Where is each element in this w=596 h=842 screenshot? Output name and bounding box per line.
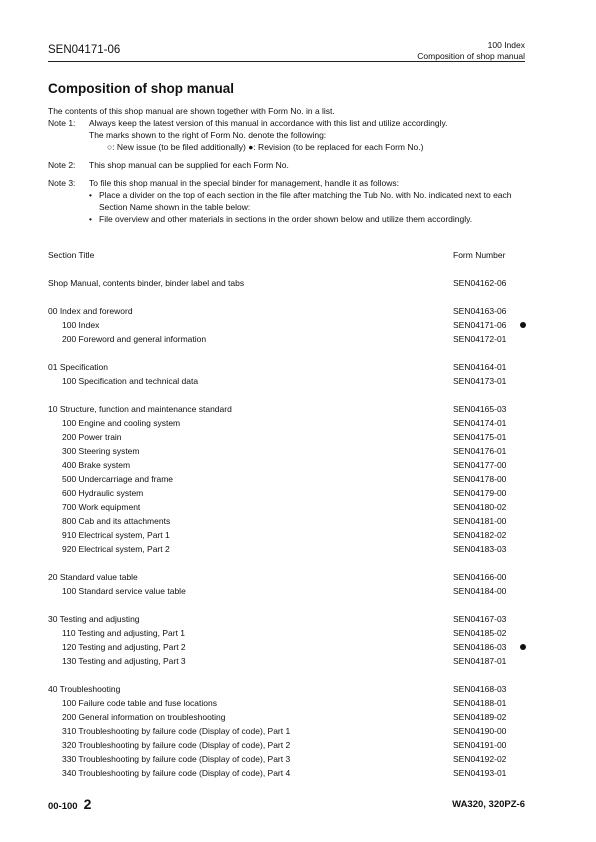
toc-leader	[48, 444, 451, 458]
toc-entry-title: 120 Testing and adjusting, Part 2	[62, 642, 186, 652]
toc-entry-title: 800 Cab and its attachments	[62, 516, 171, 526]
toc-form-number: SEN04176-01	[453, 446, 507, 456]
toc-leader	[48, 640, 451, 654]
intro-block	[48, 105, 528, 225]
toc-entry-title: 300 Steering system	[62, 446, 140, 456]
toc-form-number: SEN04193-01	[453, 768, 507, 778]
toc-form-number: SEN04187-01	[453, 656, 507, 666]
note-3-bullet-2-text: File overview and other materials in sections in the order shown below and utilize them accordingly.	[99, 214, 473, 224]
toc-form-number: SEN04168-03	[453, 684, 507, 694]
toc-entry-title: 100 Index	[62, 320, 100, 330]
note-1-text: Always keep the latest version of this manual in accordance with this list and utilize accordingly.	[89, 118, 448, 128]
section-spacer	[48, 346, 526, 360]
toc-form-number: SEN04163-06	[453, 306, 507, 316]
toc-leader	[48, 472, 451, 486]
toc-form-number: SEN04182-02	[453, 530, 507, 540]
toc-subsection-row	[48, 584, 526, 598]
toc-subsection-row	[48, 500, 526, 514]
toc-form-number: SEN04180-02	[453, 502, 507, 512]
toc-entry-title: 500 Undercarriage and frame	[62, 474, 174, 484]
toc-leader	[48, 542, 451, 556]
toc-subsection-row	[48, 640, 526, 654]
section-spacer	[48, 668, 526, 682]
toc-leader	[48, 430, 451, 444]
toc-form-number: SEN04166-00	[453, 572, 507, 582]
note-3-bullet-1	[89, 189, 528, 213]
toc-subsection-row	[48, 724, 526, 738]
toc-entry-title: 910 Electrical system, Part 1	[62, 530, 170, 540]
toc-leader	[48, 654, 451, 668]
toc-subsection-row	[48, 696, 526, 710]
toc-entry-title: 20 Standard value table	[48, 572, 138, 582]
toc-leader	[48, 304, 451, 318]
toc-entry-title: 40 Troubleshooting	[48, 684, 121, 694]
toc-subsection-row	[48, 374, 526, 388]
note-3-text: To file this shop manual in the special binder for management, handle it as follows:	[89, 178, 399, 188]
toc-leader	[48, 584, 451, 598]
toc-form-number: SEN04188-01	[453, 698, 507, 708]
contents-table	[48, 276, 526, 780]
toc-entry-title: 200 Power train	[62, 432, 122, 442]
toc-leader	[48, 528, 451, 542]
toc-form-number: SEN04190-00	[453, 726, 507, 736]
toc-entry-title: 10 Structure, function and maintenance standard	[48, 404, 232, 414]
revision-mark-icon	[520, 644, 526, 650]
toc-form-number: SEN04189-02	[453, 712, 507, 722]
toc-leader	[48, 318, 451, 332]
toc-section-row	[48, 682, 526, 696]
intro-paragraph: The contents of this shop manual are shown together with Form No. in a list.	[48, 106, 335, 116]
toc-entry-title: 320 Troubleshooting by failure code (Display of code), Part 2	[62, 740, 291, 750]
toc-form-number: SEN04171-06	[453, 320, 507, 330]
page-number	[48, 796, 91, 812]
toc-leader	[48, 738, 451, 752]
toc-leader	[48, 696, 451, 710]
toc-leader	[48, 500, 451, 514]
toc-section-row	[48, 402, 526, 416]
toc-leader	[48, 514, 451, 528]
toc-subsection-row	[48, 486, 526, 500]
toc-form-number: SEN04167-03	[453, 614, 507, 624]
toc-entry-title: 00 Index and foreword	[48, 306, 133, 316]
toc-leader	[48, 402, 451, 416]
toc-form-number: SEN04172-01	[453, 334, 507, 344]
toc-leader	[48, 724, 451, 738]
toc-form-number: SEN04164-01	[453, 362, 507, 372]
note-1-text-2: The marks shown to the right of Form No. denote the following:	[89, 130, 327, 140]
toc-subsection-row	[48, 430, 526, 444]
toc-leader	[48, 766, 451, 780]
toc-entry-title: 330 Troubleshooting by failure code (Display of code), Part 3	[62, 754, 291, 764]
toc-entry-title: 01 Specification	[48, 362, 109, 372]
toc-subsection-row	[48, 318, 526, 332]
toc-form-number: SEN04181-00	[453, 516, 507, 526]
toc-entry-title: Shop Manual, contents binder, binder label and tabs	[48, 278, 245, 288]
toc-subsection-row	[48, 626, 526, 640]
column-header-section-title: Section Title	[48, 250, 95, 260]
toc-leader	[48, 626, 451, 640]
toc-subsection-row	[48, 444, 526, 458]
toc-form-number: SEN04178-00	[453, 474, 507, 484]
toc-leader	[48, 416, 451, 430]
toc-section-row	[48, 612, 526, 626]
note-2	[48, 159, 528, 171]
toc-subsection-row	[48, 416, 526, 430]
page-title: Composition of shop manual	[48, 81, 234, 96]
toc-leader	[48, 710, 451, 724]
page-num: 2	[83, 796, 92, 812]
note-1-marks-legend: ○: New issue (to be filed additionally) ●: Revision (to be replaced for each Form No.)	[107, 142, 424, 152]
section-header	[417, 40, 525, 62]
toc-subsection-row	[48, 542, 526, 556]
toc-subsection-row	[48, 738, 526, 752]
note-2-label: Note 2:	[48, 160, 76, 170]
column-header-form-number: Form Number	[453, 250, 506, 260]
toc-entry-title: 100 Standard service value table	[62, 586, 186, 596]
revision-mark-icon	[520, 322, 526, 328]
section-header-line1: 100 Index	[487, 40, 525, 50]
toc-leader	[48, 332, 451, 346]
toc-section-row	[48, 570, 526, 584]
toc-form-number: SEN04191-00	[453, 740, 507, 750]
toc-entry-title: 100 Failure code table and fuse locations	[62, 698, 217, 708]
toc-leader	[48, 276, 451, 290]
note-1	[48, 117, 528, 153]
toc-subsection-row	[48, 472, 526, 486]
toc-subsection-row	[48, 514, 526, 528]
toc-form-number: SEN04165-03	[453, 404, 507, 414]
toc-form-number: SEN04179-00	[453, 488, 507, 498]
note-2-text: This shop manual can be supplied for each Form No.	[89, 160, 289, 170]
toc-entry-title: 310 Troubleshooting by failure code (Display of code), Part 1	[62, 726, 291, 736]
toc-entry-title: 200 Foreword and general information	[62, 334, 207, 344]
note-3-label: Note 3:	[48, 178, 76, 188]
toc-entry-title: 400 Brake system	[62, 460, 131, 470]
bullet-icon: •	[89, 190, 92, 200]
toc-form-number: SEN04183-03	[453, 544, 507, 554]
toc-form-number: SEN04174-01	[453, 418, 507, 428]
toc-leader	[48, 486, 451, 500]
toc-form-number: SEN04162-06	[453, 278, 507, 288]
toc-entry-title: 200 General information on troubleshooting	[62, 712, 226, 722]
section-spacer	[48, 598, 526, 612]
note-1-label: Note 1:	[48, 118, 76, 128]
toc-leader	[48, 360, 451, 374]
toc-form-number: SEN04175-01	[453, 432, 507, 442]
note-3-bullet-1-text: Place a divider on the top of each section in the file after matching the Tub No. with No. indicated next to each Section Name shown in the table below:	[99, 190, 512, 212]
toc-form-number: SEN04192-02	[453, 754, 507, 764]
toc-form-number: SEN04184-00	[453, 586, 507, 596]
toc-entry-title: 130 Testing and adjusting, Part 3	[62, 656, 186, 666]
toc-leader	[48, 682, 451, 696]
toc-form-number: SEN04186-03	[453, 642, 507, 652]
document-id: SEN04171-06	[48, 44, 121, 56]
toc-leader	[48, 458, 451, 472]
toc-subsection-row	[48, 766, 526, 780]
toc-leader	[48, 752, 451, 766]
page-code: 00-100	[48, 801, 78, 812]
toc-entry-title: 110 Testing and adjusting, Part 1	[62, 628, 186, 638]
toc-form-number: SEN04177-00	[453, 460, 507, 470]
toc-subsection-row	[48, 752, 526, 766]
toc-form-number: SEN04185-02	[453, 628, 507, 638]
toc-section-row	[48, 304, 526, 318]
toc-leader	[48, 570, 451, 584]
toc-section-row	[48, 276, 526, 290]
bullet-icon: •	[89, 214, 92, 224]
toc-entry-title: 100 Specification and technical data	[62, 376, 199, 386]
section-spacer	[48, 388, 526, 402]
toc-entry-title: 600 Hydraulic system	[62, 488, 144, 498]
toc-form-number: SEN04173-01	[453, 376, 507, 386]
toc-section-row	[48, 360, 526, 374]
toc-subsection-row	[48, 654, 526, 668]
toc-subsection-row	[48, 528, 526, 542]
toc-entry-title: 700 Work equipment	[62, 502, 141, 512]
section-header-line2: Composition of shop manual	[417, 51, 525, 61]
header-divider	[48, 61, 525, 62]
toc-entry-title: 100 Engine and cooling system	[62, 418, 181, 428]
section-spacer	[48, 556, 526, 570]
toc-subsection-row	[48, 458, 526, 472]
note-3	[48, 177, 528, 225]
toc-entry-title: 340 Troubleshooting by failure code (Display of code), Part 4	[62, 768, 291, 778]
machine-model: WA320, 320PZ-6	[452, 799, 525, 810]
toc-entry-title: 920 Electrical system, Part 2	[62, 544, 170, 554]
toc-leader	[48, 374, 451, 388]
toc-leader	[48, 612, 451, 626]
toc-subsection-row	[48, 332, 526, 346]
note-3-bullet-2	[89, 213, 528, 225]
toc-subsection-row	[48, 710, 526, 724]
toc-entry-title: 30 Testing and adjusting	[48, 614, 140, 624]
section-spacer	[48, 290, 526, 304]
